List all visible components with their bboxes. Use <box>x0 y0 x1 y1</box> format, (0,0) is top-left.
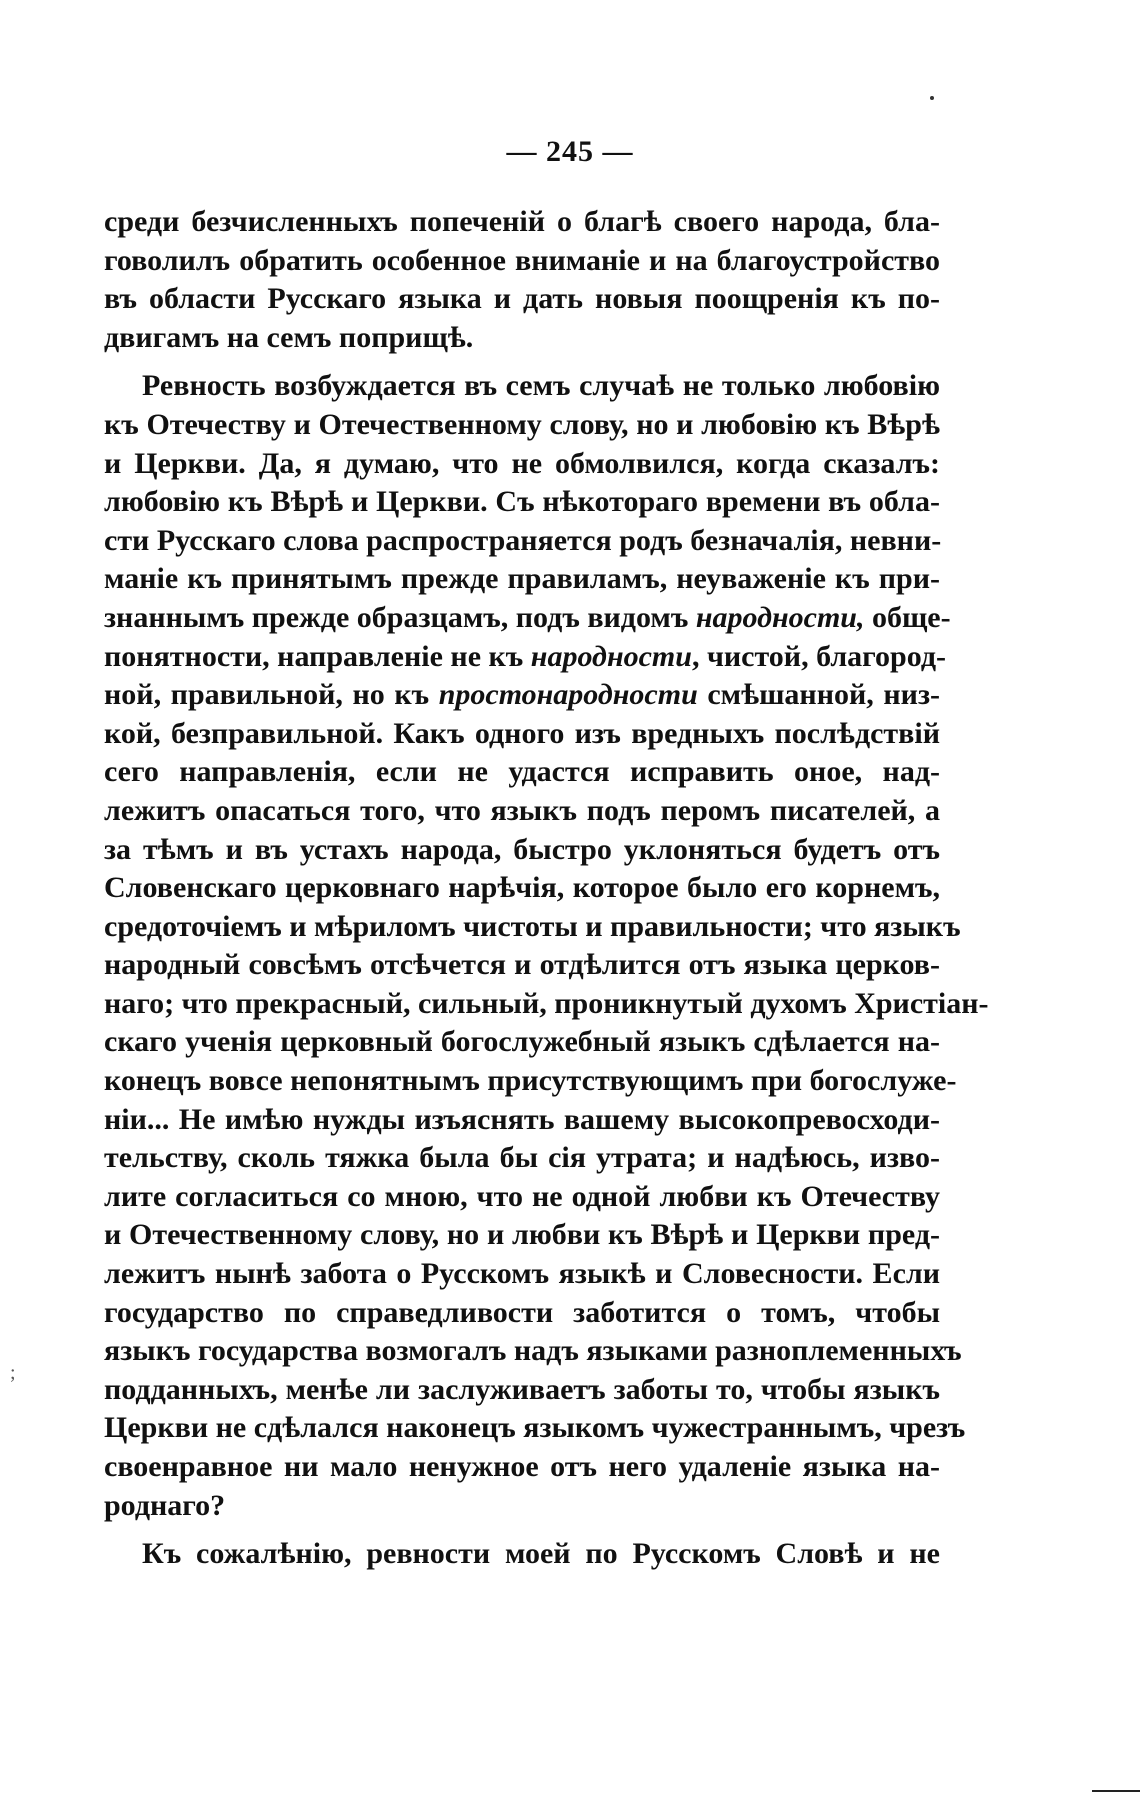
text-line: Церкви не сдѣлался наконецъ языкомъ чужестраннымъ, чрезъ <box>104 1411 966 1445</box>
text-line: средоточіемъ и мѣриломъ чистоты и правильности; что языкъ <box>104 909 961 943</box>
italic-emphasis: народности <box>530 639 692 673</box>
text-line: тельству, сколь тяжка была бы сія утрата; и надѣюсь, изво- <box>104 1141 940 1175</box>
text-line: подданныхъ, менѣе ли заслуживаетъ заботы то, чтобы языкъ <box>104 1372 940 1406</box>
italic-emphasis: простонародности <box>438 678 698 712</box>
footer-rule <box>1092 1790 1140 1792</box>
text-line: своенравное ни мало ненужное отъ него удаленіе языка на- <box>104 1450 940 1483</box>
text-line: сего направленія, если не удастся исправить оное, над- <box>104 755 940 789</box>
italic-emphasis: народности, <box>695 600 865 634</box>
paragraph-2 <box>104 367 989 1525</box>
margin-dot <box>930 96 934 100</box>
text-line: Къ сожалѣнію, ревности моей по Русскомъ Словѣ и не <box>142 1537 940 1571</box>
text-line: любовію къ Вѣрѣ и Церкви. Съ нѣкотораго времени въ обла- <box>104 485 940 519</box>
text-line: маніе къ принятымъ прежде правиламъ, неуваженіе къ при- <box>104 562 940 596</box>
text-line: Ревность возбуждается въ семъ случаѣ не только любовію <box>142 369 940 403</box>
text-line: къ Отечеству и Отечественному слову, но и любовію къ Вѣрѣ <box>104 407 940 441</box>
text-line: сти Русскаго слова распространяется родъ безначалія, невни- <box>104 523 942 557</box>
margin-semicolon: ; <box>10 1362 16 1384</box>
text-line: наго; что прекрасный, сильный, проникнутый духомъ Христіан- <box>104 986 989 1020</box>
text-line: роднаго? <box>104 1488 226 1522</box>
text-line: языкъ государства возмогалъ надъ языками разноплеменныхъ <box>104 1334 962 1368</box>
text-line: лите согласиться со мною, что не одной любви къ Отечеству <box>104 1179 940 1213</box>
page-number: — 245 — <box>506 135 634 168</box>
text-line: и Отечественному слову, но и любви къ Вѣрѣ и Церкви пред- <box>104 1218 940 1252</box>
text-line: конецъ вовсе непонятнымъ присутствующимъ при богослуже- <box>104 1064 957 1098</box>
text-line: народный совсѣмъ отсѣчется и отдѣлится отъ языка церков- <box>104 948 940 982</box>
text-line: за тѣмъ и въ устахъ народа, быстро уклоняться будетъ отъ <box>104 832 940 866</box>
text-line: въ области Русскаго языка и дать новыя поощренія къ по- <box>104 282 940 316</box>
text-line: Словенскаго церковнаго нарѣчія, которое было его корнемъ, <box>104 871 940 905</box>
text-line: и Церкви. Да, я думаю, что не обмолвился, когда сказалъ: <box>104 446 940 480</box>
paragraph-1 <box>104 203 940 357</box>
text-line: понятности, направленіе не къ народности, чистой, благород- <box>104 639 947 673</box>
text-line: ніи... Не имѣю нужды изъяснять вашему высокопревосходи- <box>104 1102 940 1136</box>
text-line: двигамъ на семъ поприщѣ. <box>104 320 474 354</box>
paragraph-3 <box>104 1535 940 1574</box>
text-line: государство по справедливости заботится о томъ, чтобы <box>104 1295 940 1329</box>
text-line: кой, безправильной. Какъ одного изъ вредныхъ послѣдствій <box>104 716 940 750</box>
text-line: среди безчисленныхъ попеченій о благѣ своего народа, бла- <box>104 205 940 238</box>
page-body <box>104 203 989 1574</box>
text-line: скаго ученія церковный богослужебный языкъ сдѣлается на- <box>104 1025 940 1059</box>
text-line: говолилъ обратить особенное вниманіе и на благоустройство <box>104 243 940 277</box>
text-line: знаннымъ прежде образцамъ, подъ видомъ народности, обще- <box>104 600 951 634</box>
text-line: лежитъ нынѣ забота о Русскомъ языкѣ и Словесности. Если <box>104 1257 940 1291</box>
text-line: ной, правильной, но къ простонародности смѣшанной, низ- <box>104 678 940 712</box>
text-line: лежитъ опасаться того, что языкъ подъ перомъ писателей, а <box>104 793 940 827</box>
